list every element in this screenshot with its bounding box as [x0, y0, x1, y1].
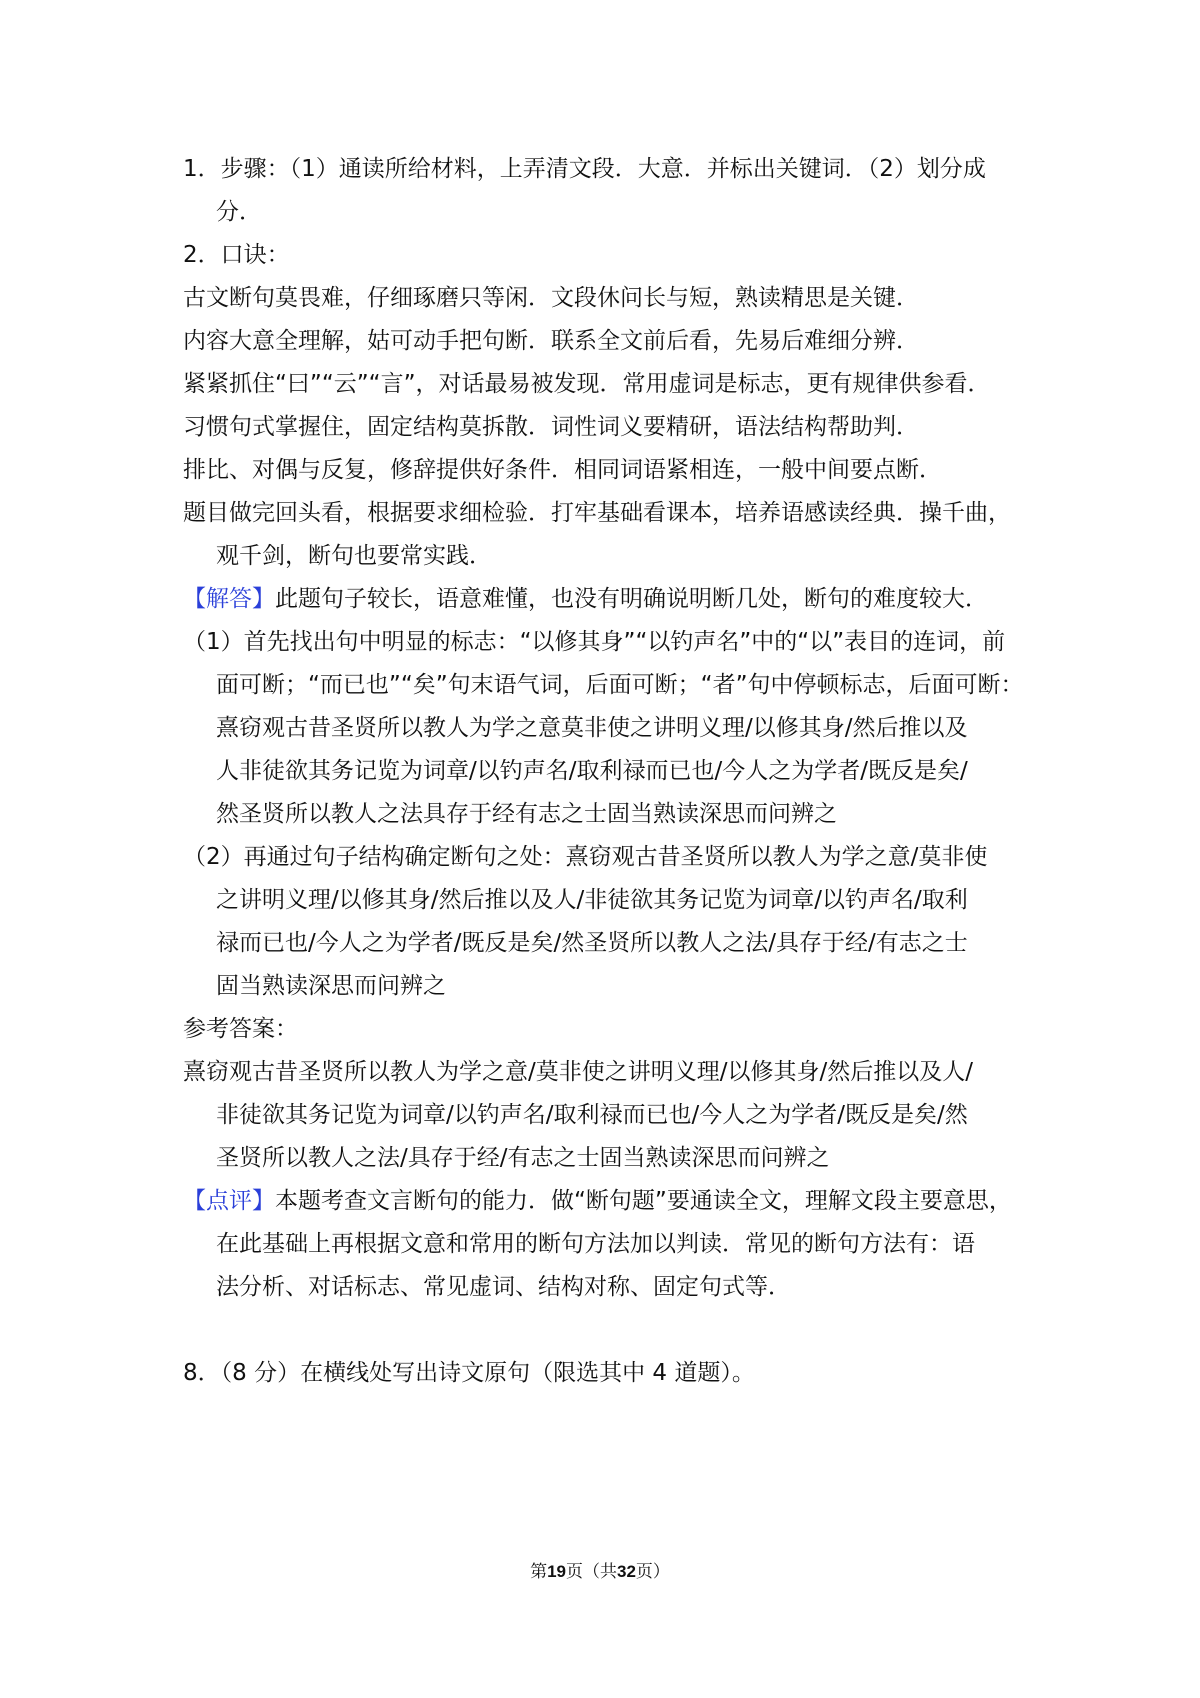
answer-p2-line: 之讲明义理/以修其身/然后推以及人/非徒欲其务记览为词章/以钓声名/取利	[216, 887, 968, 913]
page-total: 32	[617, 1562, 636, 1581]
comment-line: 在此基础上再根据文意和常用的断句方法加以判读．常见的断句方法有：语	[216, 1231, 975, 1257]
page-footer	[0, 1557, 1200, 1582]
reference-answer-line: 圣贤所以教人之法/具存于经/有志之士固当熟读深思而问辨之	[216, 1145, 830, 1171]
answer-p1-line: 面可断；“而已也”“矣”句末语气词，后面可断；“者”句中停顿标志，后面可断：	[216, 672, 1024, 698]
footer-suffix: 页）	[635, 1562, 670, 1582]
comment-line: 法分析、对话标志、常见虚词、结构对称、固定句式等．	[216, 1274, 791, 1300]
reference-answer-label: 参考答案：	[183, 1016, 298, 1042]
answer-intro-line	[183, 578, 1023, 621]
comment-text: 本题考查文言断句的能力．做“断句题”要通读全文，理解文段主要意思，	[275, 1188, 1012, 1214]
rhyme-line: 排比、对偶与反复，修辞提供好条件．相同词语紧相连，一般中间要点断．	[183, 457, 942, 483]
answer-p2-line: 禄而已也/今人之为学者/既反是矣/然圣贤所以教人之法/具存于经/有志之士	[216, 930, 968, 956]
comment-tag: 【点评】	[183, 1188, 275, 1214]
reference-answer-line: 非徒欲其务记览为词章/以钓声名/取利禄而已也/今人之为学者/既反是矣/然	[216, 1102, 968, 1128]
page-number: 19	[547, 1562, 566, 1581]
footer-prefix: 第	[530, 1562, 548, 1582]
rhyme-line: 题目做完回头看，根据要求细检验．打牢基础看课本，培养语感读经典．操千曲，	[183, 500, 1011, 526]
question-8: 8．（8 分）在横线处写出诗文原句（限选其中 4 道题）。	[183, 1360, 755, 1386]
rhyme-title: 2．口诀：	[183, 242, 290, 268]
step-line-1: 1．步骤：（1）通读所给材料，上弄清文段．大意．并标出关键词．（2）划分成	[183, 156, 986, 182]
rhyme-line: 习惯句式掌握住，固定结构莫拆散．词性词义要精研，语法结构帮助判．	[183, 414, 919, 440]
answer-p1-line: 人非徒欲其务记览为词章/以钓声名/取利禄而已也/今人之为学者/既反是矣/	[216, 758, 968, 784]
step-line-2: 分．	[216, 199, 262, 225]
answer-p1-line: 熹窃观古昔圣贤所以教人为学之意莫非使之讲明义理/以修其身/然后推以及	[216, 715, 968, 741]
rhyme-line: 紧紧抓住“曰”“云”“言”，对话最易被发现．常用虚词是标志，更有规律供参看．	[183, 371, 991, 397]
answer-p2-line: 固当熟读深思而问辨之	[216, 973, 446, 999]
rhyme-line: 古文断句莫畏难，仔细琢磨只等闲．文段休问长与短，熟读精思是关键．	[183, 285, 919, 311]
answer-intro: 此题句子较长，语意难懂，也没有明确说明断几处，断句的难度较大．	[275, 586, 988, 612]
answer-p1-line: 然圣贤所以教人之法具存于经有志之士固当熟读深思而问辨之	[216, 801, 837, 827]
reference-answer-line: 熹窃观古昔圣贤所以教人为学之意/莫非使之讲明义理/以修其身/然后推以及人/	[183, 1059, 973, 1085]
rhyme-line-continuation: 观千剑，断句也要常实践．	[216, 543, 492, 569]
answer-p2-line: （2）再通过句子结构确定断句之处：熹窃观古昔圣贤所以教人为学之意/莫非使	[183, 844, 988, 870]
footer-middle: 页（共	[566, 1562, 617, 1582]
answer-tag: 【解答】	[183, 586, 275, 612]
comment-line	[183, 1180, 1023, 1223]
document-body	[183, 148, 1023, 1395]
rhyme-line: 内容大意全理解，姑可动手把句断．联系全文前后看，先易后难细分辨．	[183, 328, 919, 354]
answer-p1-line: （1）首先找出句中明显的标志：“以修其身”“以钓声名”中的“以”表目的连词，前	[183, 629, 1006, 655]
